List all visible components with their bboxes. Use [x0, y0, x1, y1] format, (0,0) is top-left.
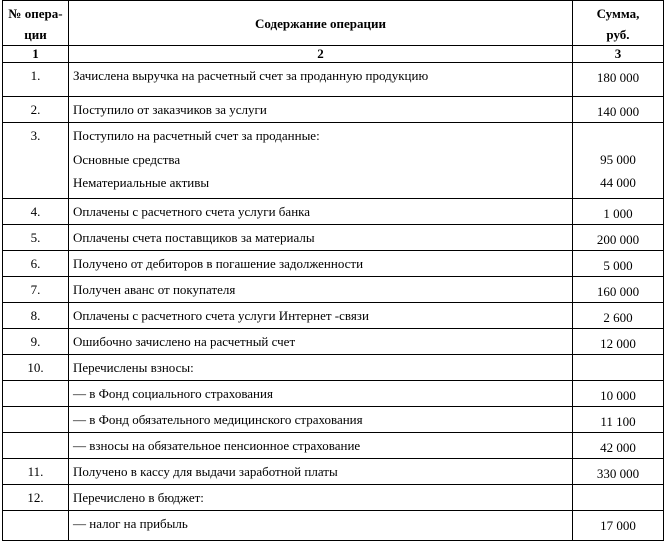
row-text: — в Фонд социального страхования: [69, 381, 573, 407]
table-row: [3, 485, 664, 511]
column-number: 3: [573, 46, 664, 63]
header-content: Содержание операции: [69, 1, 573, 46]
table-row: [3, 459, 664, 485]
row-number: [3, 433, 69, 459]
row-text: Получено от дебиторов в погашение задолженности: [69, 251, 573, 277]
row-number: 5.: [3, 225, 69, 251]
row-number: 4.: [3, 199, 69, 225]
table-row: [3, 251, 664, 277]
row-subitem-sum: 95 000: [600, 152, 636, 167]
operations-table: [2, 0, 664, 541]
row-text: Оплачены с расчетного счета услуги банка: [69, 199, 573, 225]
row-subitem-sum: 44 000: [600, 175, 636, 190]
row-sum: 10 000: [573, 381, 664, 407]
row-sum: 330 000: [573, 459, 664, 485]
column-number-row: [3, 46, 664, 63]
row-number: 1.: [3, 63, 69, 97]
column-number: 1: [3, 46, 69, 63]
row-sum: 5 000: [573, 251, 664, 277]
row-number: 7.: [3, 277, 69, 303]
row-sum: 17 000: [573, 511, 664, 541]
row-text: Перечислено в бюджет:: [69, 485, 573, 511]
row-sum: 160 000: [573, 277, 664, 303]
header-sum-line2: руб.: [606, 26, 630, 42]
row-text: Перечислены взносы:: [69, 355, 573, 381]
row-number: 6.: [3, 251, 69, 277]
row-sum: 11 100: [573, 407, 664, 433]
row-text: Зачислена выручка на расчетный счет за проданную продукцию: [69, 63, 573, 97]
row-text: Ошибочно зачислено на расчетный счет: [69, 329, 573, 355]
row-number: 9.: [3, 329, 69, 355]
row-text: — налог на прибыль: [69, 511, 573, 541]
table-row: [3, 511, 664, 541]
row-number: 8.: [3, 303, 69, 329]
row-sum: 2 600: [573, 303, 664, 329]
row-number: [3, 511, 69, 541]
row-sum: 140 000: [573, 97, 664, 123]
row-number: 12.: [3, 485, 69, 511]
table-row: [3, 433, 664, 459]
row-text: — взносы на обязательное пенсионное страхование: [69, 433, 573, 459]
row-text: Получено в кассу для выдачи заработной платы: [69, 459, 573, 485]
header-sum: [573, 1, 664, 46]
row-number: [3, 407, 69, 433]
row-sum: 1 000: [573, 199, 664, 225]
row-sum: 12 000: [573, 329, 664, 355]
row-text: Получен аванс от покупателя: [69, 277, 573, 303]
table-row: [3, 277, 664, 303]
table-row: [3, 329, 664, 355]
table-row: [3, 407, 664, 433]
row-text-heading: Поступило на расчетный счет за проданные:: [73, 128, 320, 143]
row-sum: [573, 123, 664, 199]
column-number: 2: [69, 46, 573, 63]
header-sum-line1: Сумма,: [596, 5, 640, 21]
row-text: [69, 123, 573, 199]
row-subitem-text: Нематериальные активы: [73, 175, 210, 190]
row-sum: [573, 355, 664, 381]
row-text: Поступило от заказчиков за услуги: [69, 97, 573, 123]
row-number: 10.: [3, 355, 69, 381]
table-row: [3, 199, 664, 225]
header-operation-number: [3, 1, 69, 46]
row-subitem-text: Основные средства: [73, 152, 181, 167]
row-number: 2.: [3, 97, 69, 123]
table-row: [3, 63, 664, 97]
row-number: 3.: [3, 123, 69, 199]
row-text: Оплачены с расчетного счета услуги Интернет -связи: [69, 303, 573, 329]
header-num-line2: ции: [24, 26, 47, 42]
row-sum: 200 000: [573, 225, 664, 251]
table-row: [3, 123, 664, 199]
row-sum: 180 000: [573, 63, 664, 97]
row-number: [3, 381, 69, 407]
row-text: Оплачены счета поставщиков за материалы: [69, 225, 573, 251]
row-sum: [573, 485, 664, 511]
row-sum: 42 000: [573, 433, 664, 459]
table-row: [3, 355, 664, 381]
row-text: — в Фонд обязательного медицинского страхования: [69, 407, 573, 433]
table-row: [3, 303, 664, 329]
table-header-row: [3, 1, 664, 46]
header-num-line1: № опера-: [8, 5, 63, 21]
table-row: [3, 225, 664, 251]
table-row: [3, 381, 664, 407]
row-number: 11.: [3, 459, 69, 485]
table-row: [3, 97, 664, 123]
